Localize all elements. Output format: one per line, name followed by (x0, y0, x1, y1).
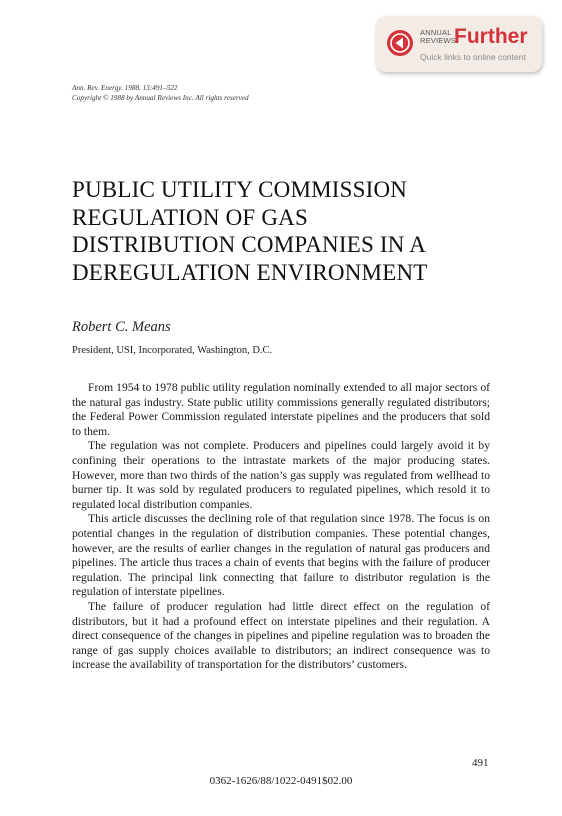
document-code: 0362-1626/88/1022-0491$02.00 (209, 775, 353, 787)
title-line-2: REGULATION OF GAS (72, 204, 308, 230)
badge-annual: ANNUAL (420, 28, 452, 37)
citation-line-1: Ann. Rev. Energy. 1988. 13:491–522 (72, 84, 178, 92)
page-number: 491 (472, 757, 489, 769)
article-title (72, 176, 512, 286)
body-paragraph-1: From 1954 to 1978 public utility regulation nominally extended to all major sectors of the natural gas industry. State public utility commissions generally regulated distributors; the Federal Power Commission regulated interstate pipelines and the producers that sold to them. (72, 381, 490, 438)
author-name: Robert C. Means (72, 319, 171, 335)
badge-reviews: REVIEWS (420, 36, 456, 45)
citation-line-2: Copyright © 1988 by Annual Reviews Inc. All rights reserved (72, 93, 249, 102)
annual-reviews-wordmark (420, 29, 456, 45)
article-body (72, 381, 490, 673)
badge-further: Further (454, 25, 528, 48)
title-line-3: DISTRIBUTION COMPANIES IN A (72, 232, 427, 257)
body-paragraph-4: The failure of producer regulation had little direct effect on the regulation of distributors, but it had a profound effect on interstate pipelines and their regulation. A direct consequence of the changes in pipelines and pipeline regulation was to broaden the range of gas supply choices available to distributors; an indirect consequence was to increase the availability of transportation for the distributors’ customers. (72, 599, 490, 672)
further-arrow-icon (386, 29, 414, 57)
journal-citation (72, 84, 249, 103)
body-paragraph-3: This article discusses the declining role of that regulation since 1978. The focus is on potential changes in the regulation of distribution companies. These potential changes, however, are the results of earlier changes in the regulation of natural gas producers and pipelines. The article thus traces a chain of events that begins with the failure of producer regulation. The principal link connecting that failure to distributor regulation is the regulation of interstate pipelines. (72, 512, 490, 599)
annual-reviews-further-badge[interactable] (376, 16, 542, 72)
body-paragraph-2: The regulation was not complete. Producers and pipelines could largely avoid it by confining their operations to the intrastate markets of the major producing states. However, more than two thirds of the nation’s gas supply was regulated from wellhead to burner tip. It was sold by regulated producers to regulated pipelines, which resold it to regulated local distribution companies. (72, 439, 490, 511)
title-line-4: DEREGULATION ENVIRONMENT (72, 259, 428, 285)
badge-subtitle: Quick links to online content (420, 52, 526, 62)
author-affiliation: President, USI, Incorporated, Washington, D.C. (72, 345, 273, 356)
title-line-1: PUBLIC UTILITY COMMISSION (72, 177, 408, 202)
